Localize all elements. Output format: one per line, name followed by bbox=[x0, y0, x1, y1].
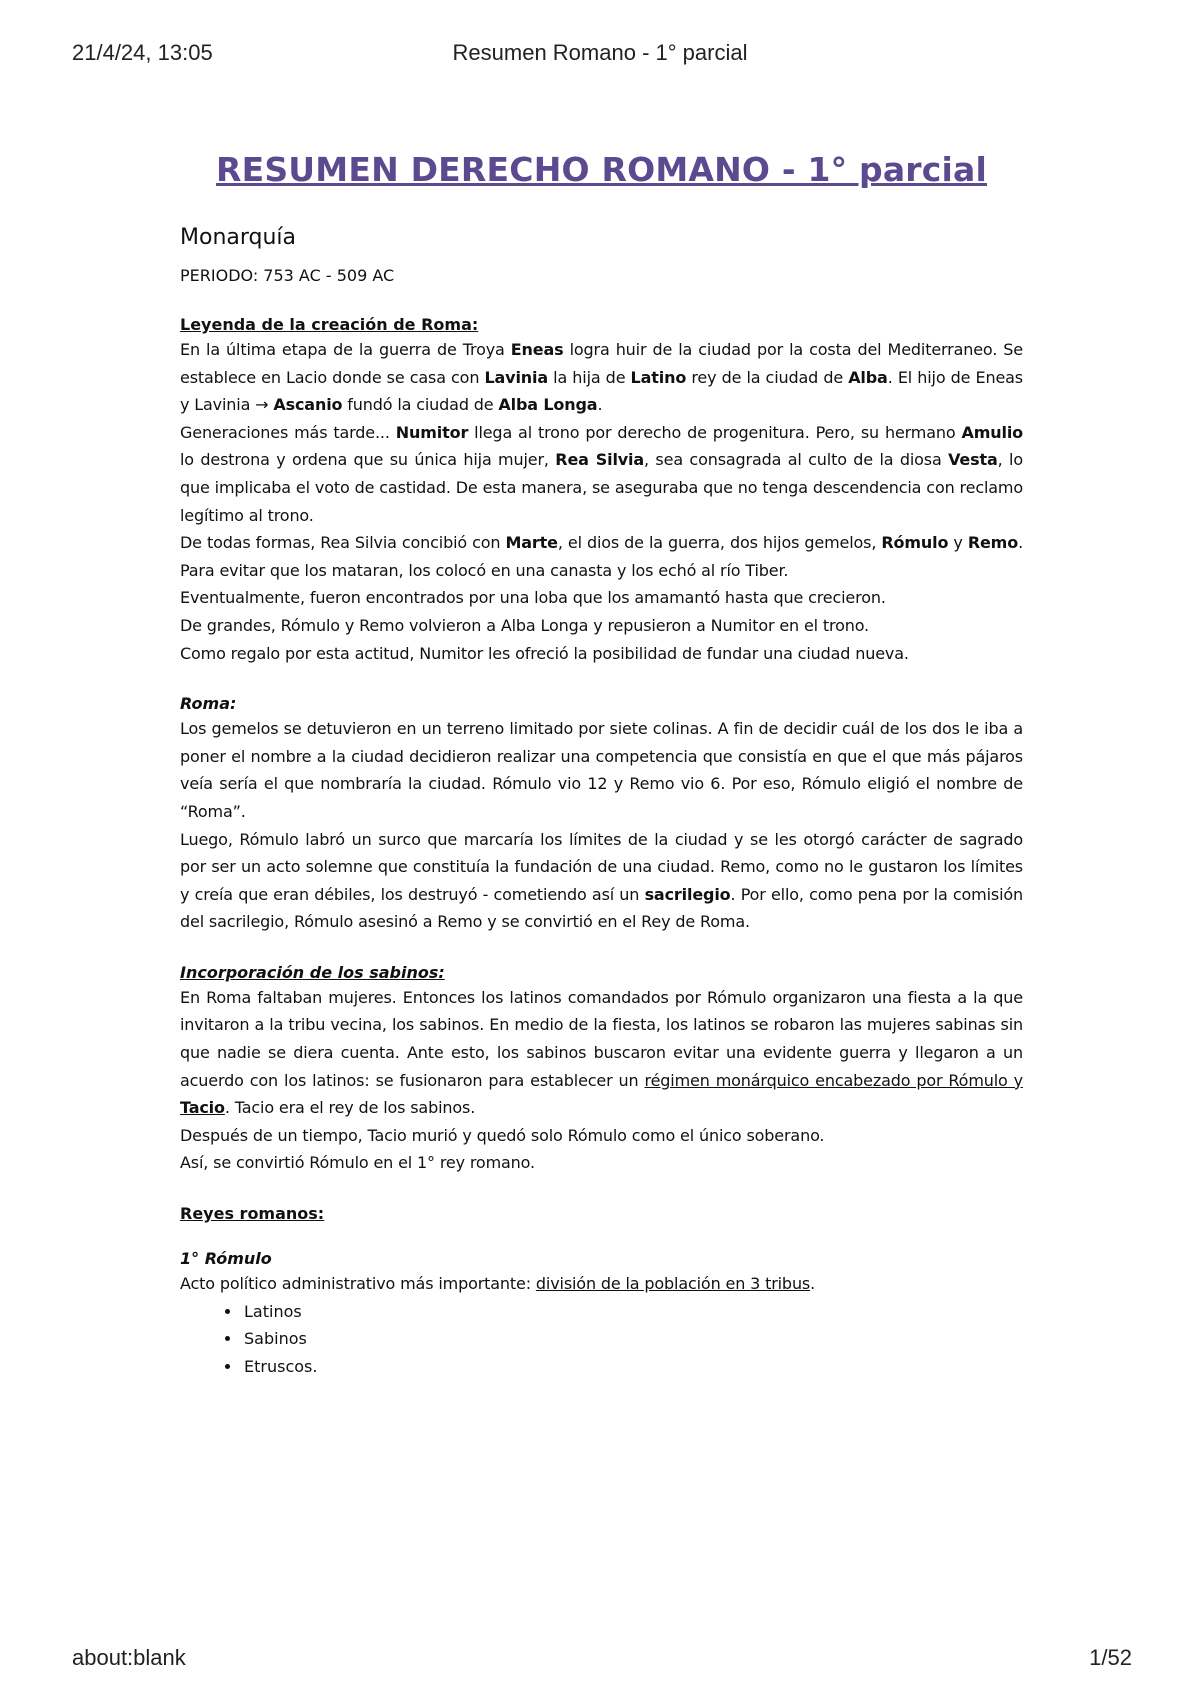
print-footer bbox=[0, 1645, 1200, 1675]
rey1-heading: 1° Rómulo bbox=[180, 1249, 272, 1269]
leyenda-paragraph-6: Como regalo por esta actitud, Numitor les ofreció la posibilidad de fundar una ciudad nueva. bbox=[180, 643, 909, 663]
list-item: • Etruscos. bbox=[242, 1353, 1023, 1381]
section-heading-monarquia: Monarquía bbox=[180, 225, 297, 250]
sabinos-paragraph-2: Después de un tiempo, Tacio murió y quedó solo Rómulo como el único soberano. bbox=[180, 1125, 825, 1145]
print-doc-title: Resumen Romano - 1° parcial bbox=[452, 40, 748, 65]
sabinos-heading: Incorporación de los sabinos: bbox=[180, 962, 445, 982]
sabinos-paragraph-3: Así, se convirtió Rómulo en el 1° rey romano. bbox=[180, 1153, 535, 1173]
leyenda-paragraph-2: Generaciones más tarde... Numitor llega al trono por derecho de progenitura. Pero, su hermano Amulio lo destrona y ordena que su única hija mujer, Rea Silvia, sea consagrada al culto de la diosa Vesta, lo que implicaba el voto de castidad. De esta manera, se aseguraba que no tenga descendencia con reclamo legítimo al trono. bbox=[180, 422, 1023, 525]
leyenda-paragraph-3: De todas formas, Rea Silvia concibió con Marte, el dios de la guerra, dos hijos gemelos, Rómulo y Remo. Para evitar que los mataran, los colocó en una canasta y los echó al río Tiber. bbox=[180, 533, 1023, 580]
leyenda-paragraph-5: De grandes, Rómulo y Remo volvieron a Alba Longa y repusieron a Numitor en el trono. bbox=[180, 615, 869, 635]
document-body bbox=[180, 150, 1023, 1380]
roma-paragraph-1: Los gemelos se detuvieron en un terreno limitado por siete colinas. A fin de decidir cuál de los dos le iba a poner el nombre a la ciudad decidieron realizar una competencia que consistía en que el que más pájaros veía sería el que nombraría la ciudad. Rómulo vio 12 y Remo vio 6. Por eso, Rómulo eligió el nombre de “Roma”. bbox=[180, 719, 1023, 821]
roma-heading: Roma: bbox=[180, 694, 237, 714]
period-line: PERIODO: 753 AC - 509 AC bbox=[180, 266, 395, 285]
print-header bbox=[0, 40, 1200, 70]
tribus-list bbox=[180, 1298, 1023, 1381]
list-item: • Latinos bbox=[242, 1298, 1023, 1326]
print-url: about:blank bbox=[72, 1645, 186, 1670]
leyenda-paragraph-1: En la última etapa de la guerra de Troya Eneas logra huir de la ciudad por la costa del Mediterraneo. Se establece en Lacio donde se casa con Lavinia la hija de Latino rey de la ciudad de Alba. El hijo de Eneas y Lavinia → Ascanio fundó la ciudad de Alba Longa. bbox=[180, 340, 1023, 415]
reyes-heading: Reyes romanos: bbox=[180, 1204, 325, 1224]
document-title: RESUMEN DERECHO ROMANO - 1° parcial bbox=[215, 150, 988, 189]
leyenda-paragraph-4: Eventualmente, fueron encontrados por una loba que los amamantó hasta que crecieron. bbox=[180, 588, 886, 608]
list-item: • Sabinos bbox=[242, 1325, 1023, 1353]
page-number: 1/52 bbox=[1089, 1645, 1132, 1670]
leyenda-heading: Leyenda de la creación de Roma: bbox=[180, 315, 479, 334]
roma-paragraph-2: Luego, Rómulo labró un surco que marcaría los límites de la ciudad y se les otorgó carácter de sagrado por ser un acto solemne que constituía la fundación de una ciudad. Remo, como no le gustaron los límites y creía que eran débiles, los destruyó - cometiendo así un sacrilegio. Por ello, como pena por la comisión del sacrilegio, Rómulo asesinó a Remo y se convirtió en el Rey de Roma. bbox=[180, 829, 1024, 932]
print-datetime: 21/4/24, 13:05 bbox=[72, 40, 213, 65]
rey1-intro: Acto político administrativo más importante: división de la población en 3 tribus. bbox=[180, 1274, 816, 1294]
sabinos-paragraph-1: En Roma faltaban mujeres. Entonces los latinos comandados por Rómulo organizaron una fiesta a la que invitaron a la tribu vecina, los sabinos. En medio de la fiesta, los latinos se robaron las mujeres sabinas sin que nadie se diera cuenta. Ante esto, los sabinos buscaron evitar una evidente guerra y llegaron a un acuerdo con los latinos: se fusionaron para establecer un régimen monárquico encabezado por Rómulo y Tacio. Tacio era el rey de los sabinos. bbox=[180, 987, 1023, 1118]
